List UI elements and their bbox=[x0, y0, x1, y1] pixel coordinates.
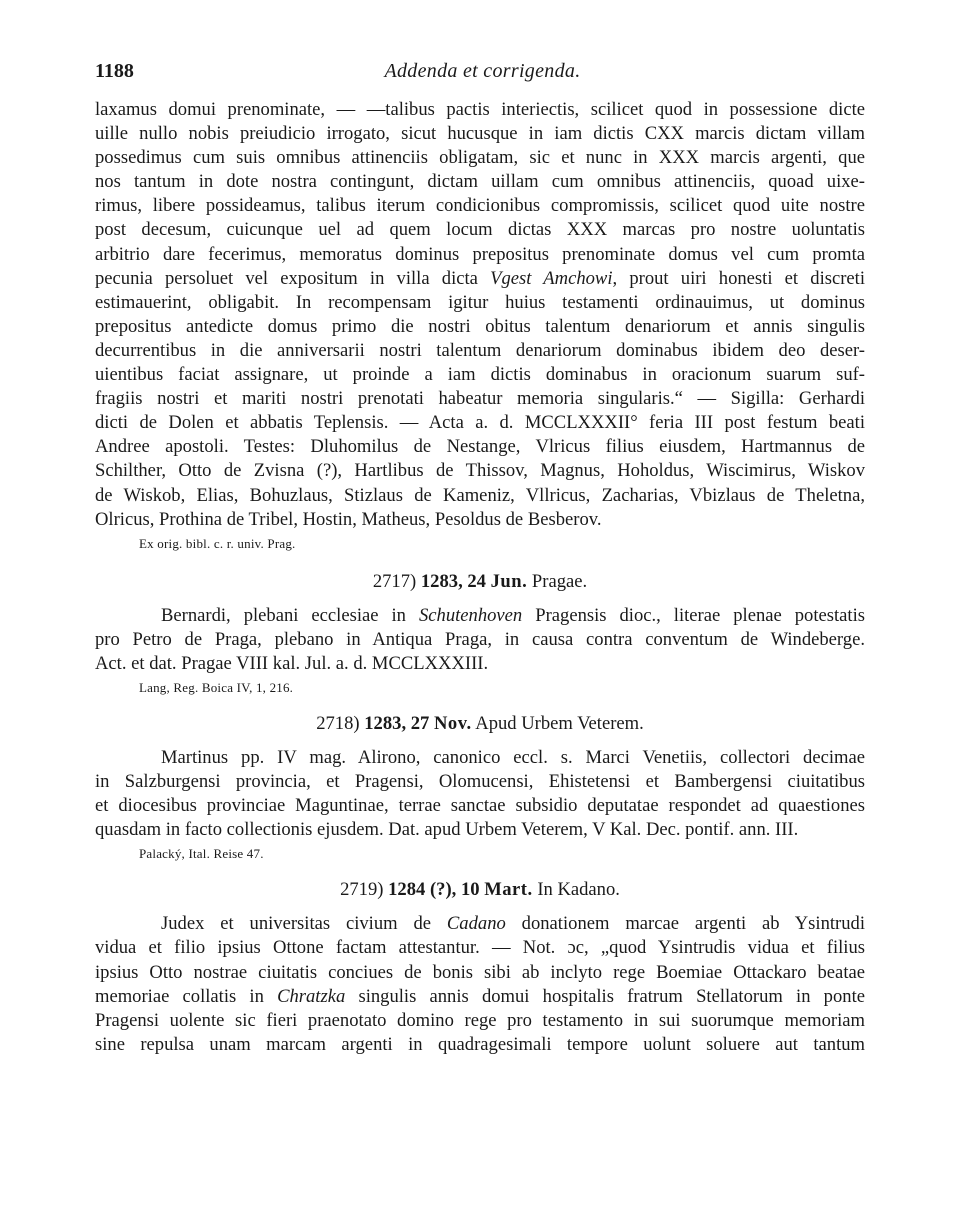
entry-heading-2717: 2717) 1283, 24 Jun. Pragae. bbox=[372, 570, 588, 592]
page-number: 1188 bbox=[95, 60, 134, 82]
running-title: Addenda et corrigenda. bbox=[384, 60, 581, 82]
text-line: de Wiskob, Elias, Bohuzlaus, Stizlaus de Kameniz, Vllricus, Zacharias, Vbizlaus de Theletna, bbox=[95, 484, 865, 506]
entry-text-2717 bbox=[95, 604, 865, 676]
text-line: uille nullo nobis preiudicio irrogato, sicut hucusque in iam dictis CXX marcis dictam villam bbox=[95, 123, 865, 145]
text-line: in Salzburgensi provincia, et Pragensi, Olomucensi, Ehistetensi et Bambergensi ciuitatibus bbox=[95, 771, 865, 793]
text-line: pecunia persoluet vel expositum in villa dicta Vgest Amchowi, prout uiri honesti et discreti bbox=[95, 267, 866, 289]
text-line: arbitrio dare fecerimus, memoratus dominus prepositus prenominate domus vel cum promta bbox=[95, 243, 865, 265]
text-line: pro Petro de Praga, plebano in Antiqua Praga, in causa contra conventum de Windeberge. bbox=[95, 628, 865, 650]
page-body bbox=[95, 98, 865, 1057]
text-line: Pragensi uolente sic fieri praenotato domino rege pro testamento in sui suorumque memoriam bbox=[95, 1009, 865, 1031]
entry-heading-2718: 2718) 1283, 27 Nov. Apud Urbem Veterem. bbox=[316, 712, 644, 734]
charter-continuation bbox=[95, 98, 865, 532]
source-citation: Ex orig. bibl. c. r. univ. Prag. bbox=[139, 535, 296, 551]
text-line: post decesum, cuicunque uel ad quem locum dictas XXX marcas pro nostre uoluntatis bbox=[95, 219, 865, 241]
text-line: memoriae collatis in Chratzka singulis annis domui hospitalis fratrum Stellatorum in ponte bbox=[95, 985, 865, 1007]
text-line: quasdam in facto collectionis ejusdem. Dat. apud Urbem Veterem, V Kal. Dec. pontif. ann. III. bbox=[95, 819, 799, 841]
text-line: prepositus antedicte domus primo die nostri obitus talentum denariorum et annis singulis bbox=[95, 315, 865, 337]
text-line: sine repulsa unam marcam argenti in quadragesimali tempore uolunt soluere aut tantum bbox=[95, 1033, 865, 1055]
text-line: Martinus pp. IV mag. Alirono, canonico eccl. s. Marci Venetiis, collectori decimae bbox=[161, 746, 865, 768]
entry-heading-2719: 2719) 1284 (?), 10 Mart. In Kadano. bbox=[340, 879, 620, 901]
text-line: Act. et dat. Pragae VIII kal. Jul. a. d. MCCLXXXIII. bbox=[95, 652, 489, 674]
text-line: fragiis nostri et mariti nostri prenotati habeatur memoria singularis.“ — Sigilla: Gerhardi bbox=[95, 388, 865, 410]
place-name-italic: Vgest Amchowi bbox=[490, 267, 613, 289]
text-line: et diocesibus provinciae Maguntinae, terrae sanctae subsidio deputatae respondet ad quaestiones bbox=[95, 795, 865, 817]
place-name-italic: Schutenhoven bbox=[418, 604, 523, 626]
text-line: Schilther, Otto de Zvisna (?), Hartlibus de Thissov, Magnus, Hoholdus, Wiscimirus, Wiskov bbox=[95, 460, 865, 482]
text-line: Judex et universitas civium de Cadano donationem marcae argenti ab Ysintrudi bbox=[161, 913, 865, 935]
place-name-italic: Chratzka bbox=[277, 985, 346, 1007]
entry-text-2719 bbox=[95, 912, 865, 1057]
text-line: rimus, libere possideamus, talibus iterum condicionibus compromissis, scilicet quod uite nostre bbox=[95, 195, 865, 217]
text-line: possedimus cum suis omnibus attinenciis obligatam, sic et nunc in XXX marcis argenti, que bbox=[95, 147, 865, 169]
text-line: laxamus domui prenominate, — —talibus pactis interiectis, scilicet quod in possessione dicte bbox=[95, 99, 865, 120]
text-line: decurrentibus in die anniversarii nostri talentum denariorum dominabus ibidem deo deser- bbox=[95, 339, 865, 361]
text-line: Olricus, Prothina de Tribel, Hostin, Matheus, Pesoldus de Besberov. bbox=[95, 508, 602, 530]
page-header bbox=[95, 60, 870, 90]
text-line: dicti de Dolen et abbatis Teplensis. — Acta a. d. MCCLXXXII° feria III post festum beati bbox=[95, 412, 865, 434]
source-citation: Palacký, Ital. Reise 47. bbox=[139, 846, 264, 862]
text-line: Andree apostoli. Testes: Dluhomilus de Nestange, Vlricus filius eiusdem, Hartmannus de bbox=[95, 436, 865, 458]
text-line: estimauerint, obligabit. In recompensam igitur huius testamenti ordinauimus, ut dominus bbox=[95, 291, 865, 313]
text-line: nos tantum in dote nostra contingunt, dictam uillam cum omnibus attinenciis, quoad uixe- bbox=[95, 171, 865, 193]
text-line: vidua et filio ipsius Ottone factam attestantur. — Not. ɔc, „quod Ysintrudis vidua et filius bbox=[95, 937, 865, 959]
text-line: ipsius Otto nostrae ciuitatis conciues de bonis sibi ab inclyto rege Boemiae Ottackaro beatae bbox=[95, 961, 865, 983]
place-name-italic: Cadano bbox=[446, 913, 506, 935]
source-citation: Lang, Reg. Boica IV, 1, 216. bbox=[139, 679, 294, 695]
text-line: Bernardi, plebani ecclesiae in Schutenhoven Pragensis dioc., literae plenae potestatis bbox=[161, 604, 865, 626]
text-line: uientibus faciat assignare, ut proinde a iam dictis dominabus in oracionum suarum suf- bbox=[95, 364, 865, 386]
entry-text-2718 bbox=[95, 746, 865, 842]
